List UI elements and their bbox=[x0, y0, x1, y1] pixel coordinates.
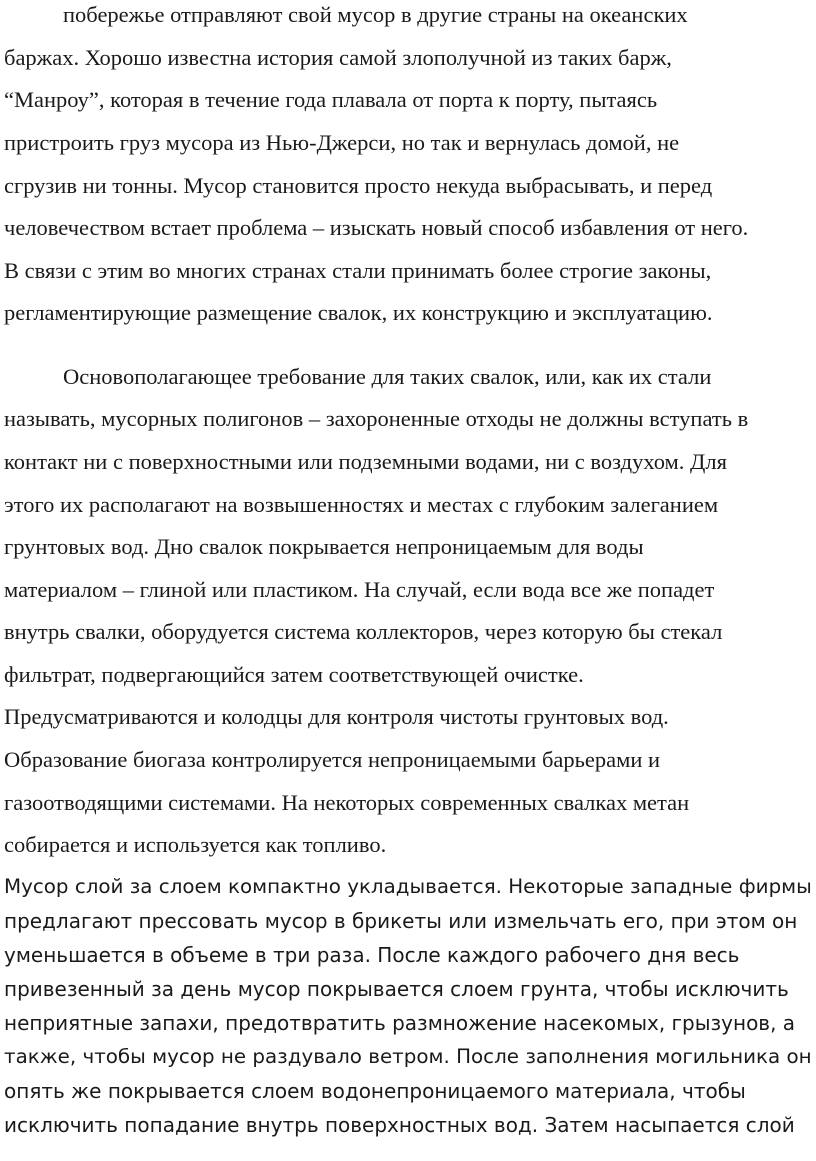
text-line: “Манроу”, которая в течение года плавала от порта к порту, пытаясь bbox=[4, 87, 658, 112]
text-line: баржах. Хорошо известна история самой злополучной из таких барж, bbox=[4, 45, 672, 70]
text-line: регламентирующие размещение свалок, их конструкцию и эксплуатацию. bbox=[4, 300, 713, 325]
text-line: сгрузив ни тонны. Мусор становится просто некуда выбрасывать, и перед bbox=[4, 173, 713, 198]
text-line: также, чтобы мусор не раздувало ветром. После заполнения могильника он bbox=[4, 1045, 812, 1068]
text-line: привезенный за день мусор покрывается слоем грунта, чтобы исключить bbox=[4, 977, 789, 1001]
text-line: человечеством встает проблема – изыскать новый способ избавления от него. bbox=[4, 215, 749, 240]
text-line: побережье отправляют свой мусор в другие страны на океанских bbox=[63, 2, 688, 27]
text-line: опять же покрывается слоем водонепроницаемого материала, чтобы bbox=[4, 1079, 746, 1103]
text-line: этого их располагают на возвышенностях и местах с глубоким залеганием bbox=[4, 492, 719, 517]
text-line: материалом – глиной или пластиком. На случай, если вода все же попадет bbox=[4, 577, 715, 602]
text-line: грунтовых вод. Дно свалок покрывается непроницаемым для воды bbox=[4, 534, 644, 559]
text-line: называть, мусорных полигонов – захороненные отходы не должны вступать в bbox=[4, 406, 749, 431]
text-line: Образование биогаза контролируется непроницаемыми барьерами и bbox=[4, 747, 661, 772]
text-line: В связи с этим во многих странах стали принимать более строгие законы, bbox=[4, 258, 712, 283]
text-line: исключить попадание внутрь поверхностных вод. Затем насыпается слой bbox=[4, 1113, 795, 1137]
text-line: уменьшается в объеме в три раза. После каждого рабочего дня весь bbox=[4, 943, 740, 967]
text-line: собирается и используется как топливо. bbox=[4, 832, 387, 857]
text-line: Предусматриваются и колодцы для контроля чистоты грунтовых вод. bbox=[4, 704, 669, 729]
text-line: пристроить груз мусора из Нью-Джерси, но так и вернулась домой, не bbox=[4, 130, 680, 155]
text-line: предлагают прессовать мусор в брикеты или измельчать его, при этом он bbox=[4, 909, 798, 933]
text-line: внутрь свалки, оборудуется система коллекторов, через которую бы стекал bbox=[4, 619, 723, 644]
text-line: Мусор слой за слоем компактно укладывается. Некоторые западные фирмы bbox=[4, 875, 812, 898]
text-line: газоотводящими системами. На некоторых современных свалках метан bbox=[4, 790, 690, 815]
text-line: контакт ни с поверхностными или подземными водами, ни с воздухом. Для bbox=[4, 449, 727, 474]
text-line: фильтрат, подвергающийся затем соответствующей очистке. bbox=[4, 662, 584, 687]
text-line: Основополагающее требование для таких свалок, или, как их стали bbox=[63, 364, 712, 389]
text-line: неприятные запахи, предотвратить размножение насекомых, грызунов, а bbox=[4, 1011, 796, 1035]
